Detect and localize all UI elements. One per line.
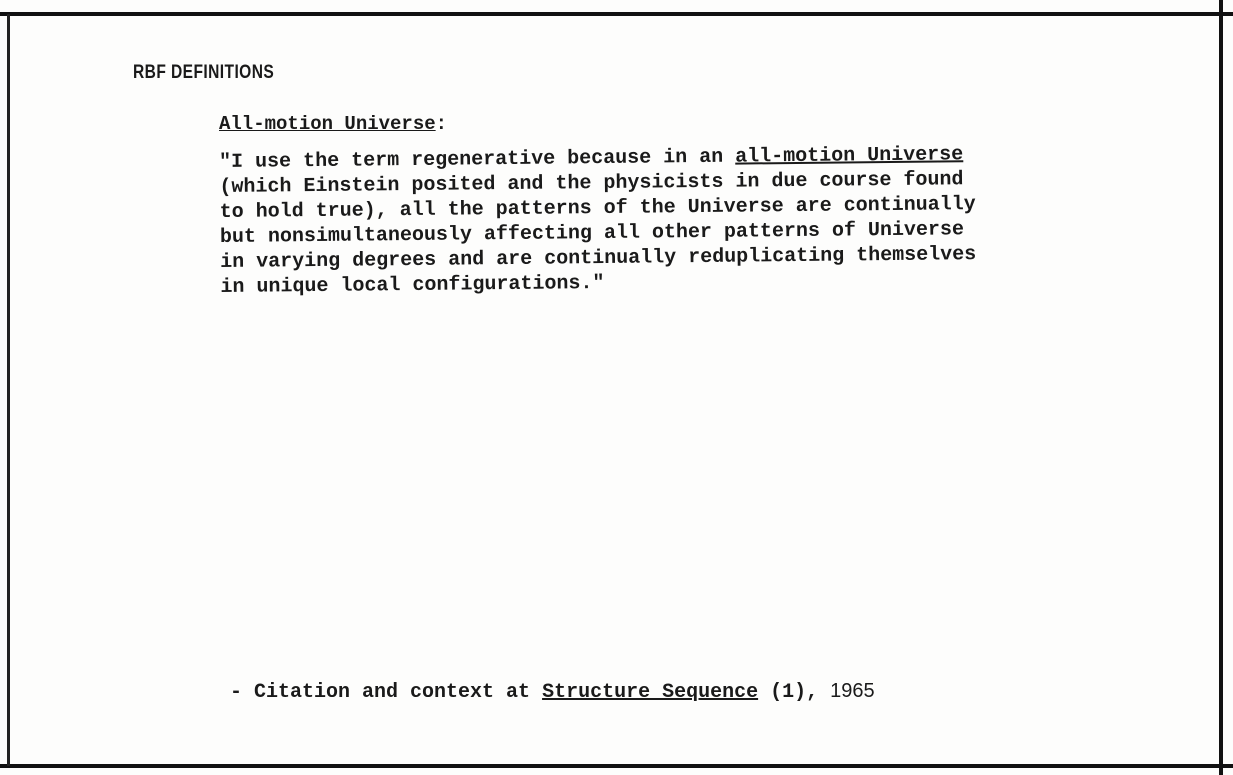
citation-suffix: (1),: [758, 681, 831, 704]
quote-line-3: to hold true), all the patterns of the Universe are continually: [219, 193, 976, 224]
quote-line-1-text: "I use the term regenerative because in an: [219, 145, 736, 174]
citation-year: 1965: [830, 680, 875, 702]
page-title: RBF DEFINITIONS: [133, 62, 275, 83]
card-left-border: [7, 14, 10, 766]
card-right-border: [1219, 0, 1223, 775]
card-bottom-border: [0, 764, 1233, 768]
quote-line-2: (which Einstein posited and the physicists in due course found: [219, 168, 964, 199]
card-top-border: [0, 12, 1233, 16]
citation-prefix: - Citation and context at: [230, 681, 543, 704]
quote-term-link[interactable]: all-motion Universe: [735, 143, 964, 169]
term-label: All-motion Universe: [219, 113, 436, 135]
quote-line-6: in unique local configurations.": [220, 271, 605, 299]
citation: [230, 680, 875, 704]
citation-source-link[interactable]: Structure Sequence: [542, 681, 759, 704]
quote-line-5: in varying degrees and are continually reduplicating themselves: [220, 243, 977, 274]
quote-line-4: but nonsimultaneously affecting all other patterns of Universe: [219, 218, 965, 249]
definition-quote: [219, 140, 1151, 300]
definition-term: [219, 113, 447, 135]
term-colon: :: [435, 113, 448, 135]
